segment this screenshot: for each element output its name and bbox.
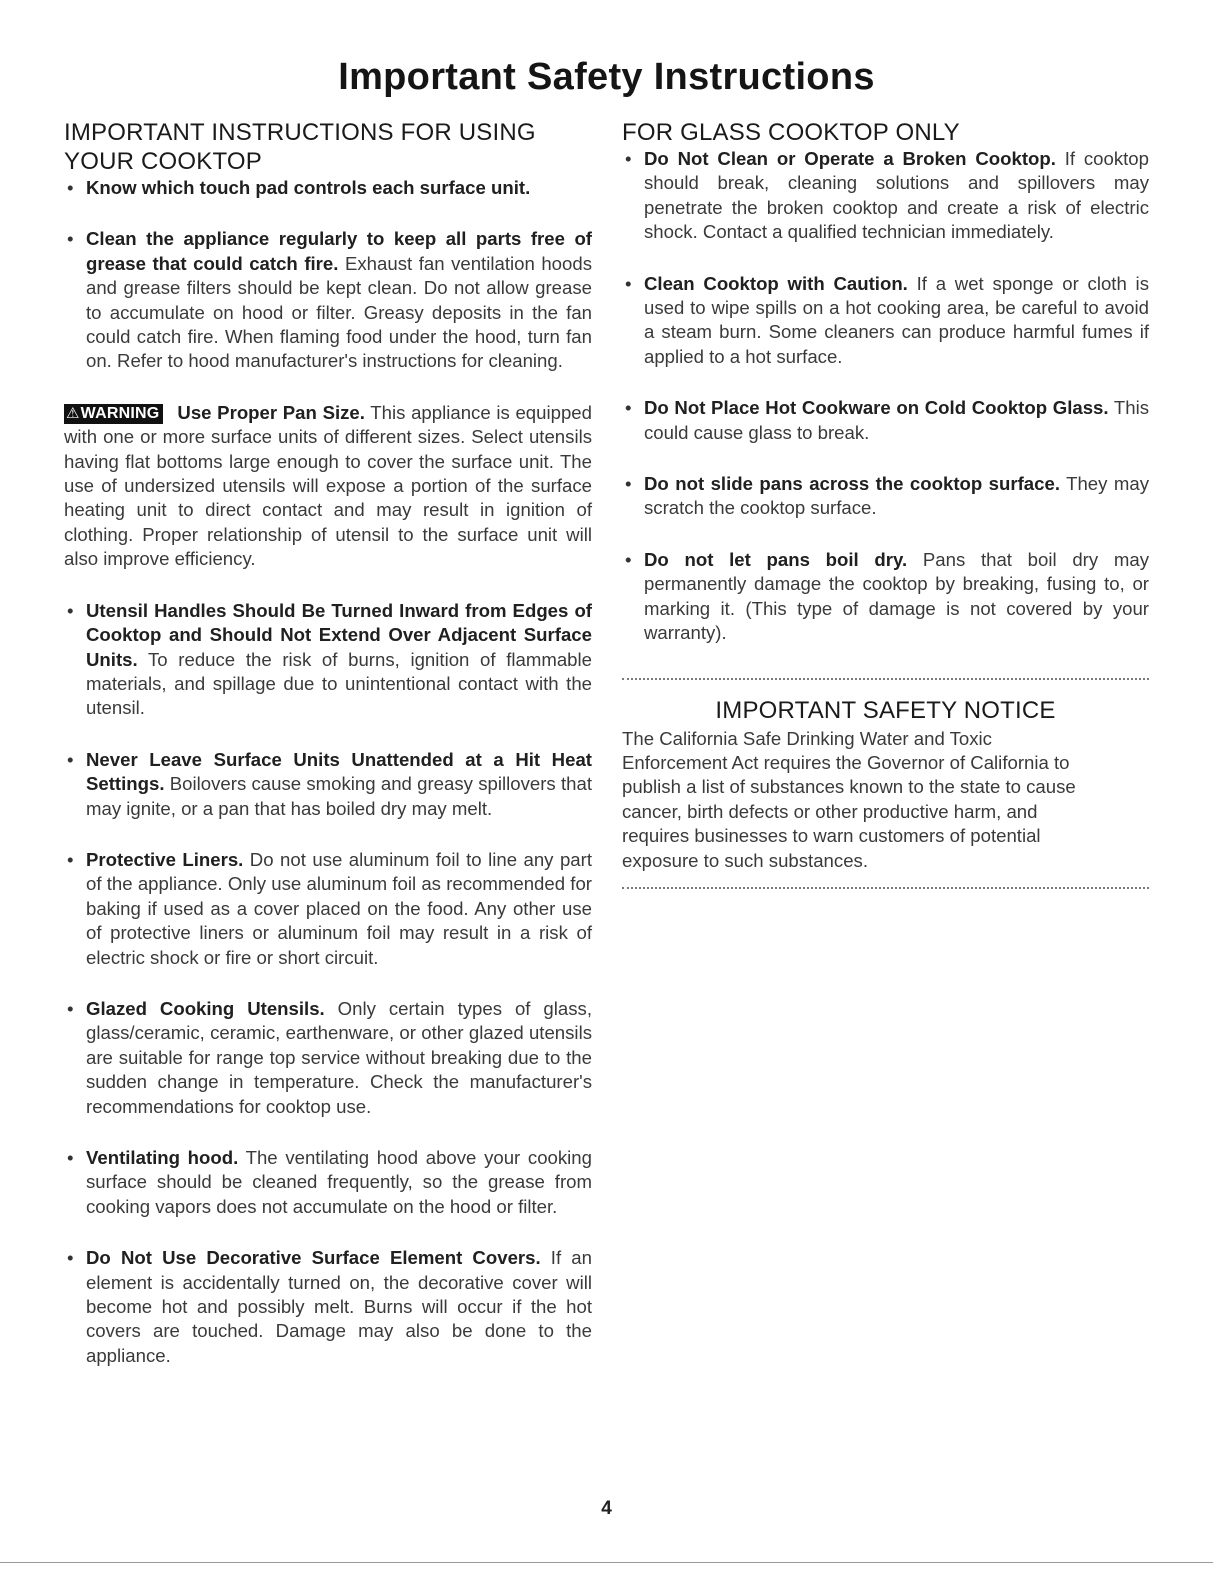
bullet-icon: • (625, 548, 632, 570)
instruction-utensil-handles (64, 599, 592, 721)
instruction-clean-with-caution (622, 272, 1149, 370)
right-column (622, 118, 1149, 889)
instruction-heading: Do Not Place Hot Cookware on Cold Cooktop Glass. (644, 397, 1109, 419)
instruction-broken-cooktop (622, 147, 1149, 245)
notice-top-divider (622, 678, 1149, 680)
instruction-touch-pad (64, 176, 592, 200)
section-heading-cooktop-use: IMPORTANT INSTRUCTIONS FOR USING YOUR COOKTOP (64, 119, 536, 175)
instruction-heading: Protective Liners. (86, 848, 244, 870)
instruction-heading: Do Not Use Decorative Surface Element Covers. (86, 1247, 541, 1269)
warning-pan-size (64, 401, 592, 572)
instruction-text: If a wet sponge or cloth is used to wipe spills on a hot cooking area, be careful to avoid a steam burn. Some cleaners can produce harmful fumes if applied to a hot surface. (644, 272, 1149, 367)
instruction-text: Boilovers cause smoking and greasy spillovers that may ignite, or a pan that has boiled dry may melt. (86, 773, 592, 819)
safety-notice-title: IMPORTANT SAFETY NOTICE (715, 696, 1056, 724)
warning-heading: Use Proper Pan Size. (177, 401, 365, 423)
instruction-heading: Do Not Clean or Operate a Broken Cooktop. (644, 148, 1056, 169)
warning-badge-label: WARNING (80, 404, 160, 422)
bullet-icon: • (67, 997, 74, 1019)
instruction-glazed-utensils (64, 997, 592, 1119)
warning-badge (64, 404, 163, 424)
instruction-text: They may scratch the cooktop surface. (644, 473, 1150, 519)
instruction-heading: Glazed Cooking Utensils. (86, 997, 325, 1019)
instruction-text: If an element is accidentally turned on, the decorative cover will become hot and possibly melt. Burns will occur if the hot covers are touched. Damage may also be done to the appliance. (86, 1247, 592, 1366)
bullet-icon: • (625, 397, 632, 419)
instruction-decorative-covers (64, 1246, 592, 1368)
instruction-hot-cookware (622, 396, 1149, 445)
bullet-icon: • (67, 599, 74, 621)
instruction-heading: Never Leave Surface Units Unattended at a Hit Heat Settings. (86, 748, 592, 795)
section-heading-glass-cooktop: FOR GLASS COOKTOP ONLY (622, 119, 960, 146)
instruction-slide-pans (622, 472, 1149, 521)
instruction-clean-regularly (64, 227, 592, 373)
bullet-icon: • (67, 1247, 74, 1269)
instruction-heading: Utensil Handles Should Be Turned Inward from Edges of Cooktop and Should Not Extend Over Adjacent Surface Units. (86, 599, 592, 670)
warning-text: This appliance is equipped with one or more surface units of different sizes. Select utensils having flat bottoms large enough to cover the surface unit. The use of undersized utensils will expose a portion of the surface heating unit to direct contact and may result in ignition of clothing. Proper relationship of utensil to the surface unit will also improve efficiency. (64, 401, 592, 570)
instruction-text: To reduce the risk of burns, ignition of flammable materials, and spillage due to unintentional contact with the utensil. (86, 648, 592, 719)
bullet-icon: • (67, 748, 74, 770)
instruction-heading: Clean the appliance regularly to keep all parts free of grease that could catch fire. (86, 228, 592, 274)
instruction-text: The ventilating hood above your cooking surface should be cleaned frequently, so the grease from cooking vapors does not accumulate on the hood or filter. (86, 1147, 592, 1217)
instruction-boil-dry (622, 548, 1149, 646)
instruction-text: Pans that boil dry may permanently damage the cooktop by breaking, fusing to, or marking it. (This type of damage is not covered by your warranty). (644, 548, 1150, 644)
page-title: Important Safety Instructions (338, 56, 875, 98)
instruction-unattended-units (64, 748, 592, 821)
instruction-heading: Clean Cooktop with Caution. (644, 272, 908, 294)
page-bottom-rule (0, 1562, 1213, 1563)
page-number: 4 (601, 1498, 612, 1519)
instruction-text: Only certain types of glass, glass/ceramic, ceramic, earthenware, or other glazed utensils are suitable for range top service without breaking due to the sudden change in temperature. Check the manufacturer's recommendations for cooktop use. (86, 997, 592, 1117)
safety-notice-body: The California Safe Drinking Water and Toxic Enforcement Act requires the Governor of California to publish a list of substances known to the state to cause cancer, birth defects or other productive harm, and requires businesses to warn customers of potential exposure to such substances. (622, 727, 1076, 871)
bullet-icon: • (67, 228, 74, 250)
bullet-icon: • (67, 177, 74, 198)
bullet-icon: • (67, 848, 74, 870)
instruction-protective-liners (64, 848, 592, 970)
instruction-heading: Know which touch pad controls each surface unit. (86, 177, 531, 198)
bullet-icon: • (625, 272, 632, 294)
notice-bottom-divider (622, 887, 1149, 889)
bullet-icon: • (625, 473, 632, 495)
instruction-text: Exhaust fan ventilation hoods and grease filters should be kept clean. Do not allow grease to accumulate on hood or filter. Greasy deposits in the fan could catch fire. When flaming food under the hood, turn fan on. Refer to hood manufacturer's instructions for cleaning. (86, 252, 592, 372)
instruction-heading: Ventilating hood. (86, 1147, 239, 1168)
bullet-icon: • (67, 1147, 74, 1168)
instruction-text: Do not use aluminum foil to line any part of the appliance. Only use aluminum foil as recommended for baking if used as a cover placed on the food. Any other use of protective liners or aluminum foil may result in a risk of electric shock or fire or short circuit. (86, 848, 592, 968)
instruction-text: If cooktop should break, cleaning solutions and spillovers may penetrate the broken cooktop and create a risk of electric shock. Contact a qualified technician immediately. (644, 148, 1149, 243)
left-column (64, 118, 592, 1368)
instruction-text: This could cause glass to break. (644, 397, 1149, 443)
instruction-heading: Do not let pans boil dry. (644, 548, 908, 570)
warning-triangle-icon: ⚠ (66, 404, 80, 422)
bullet-icon: • (625, 148, 632, 169)
instruction-heading: Do not slide pans across the cooktop surface. (644, 473, 1060, 495)
instruction-ventilating-hood (64, 1146, 592, 1219)
